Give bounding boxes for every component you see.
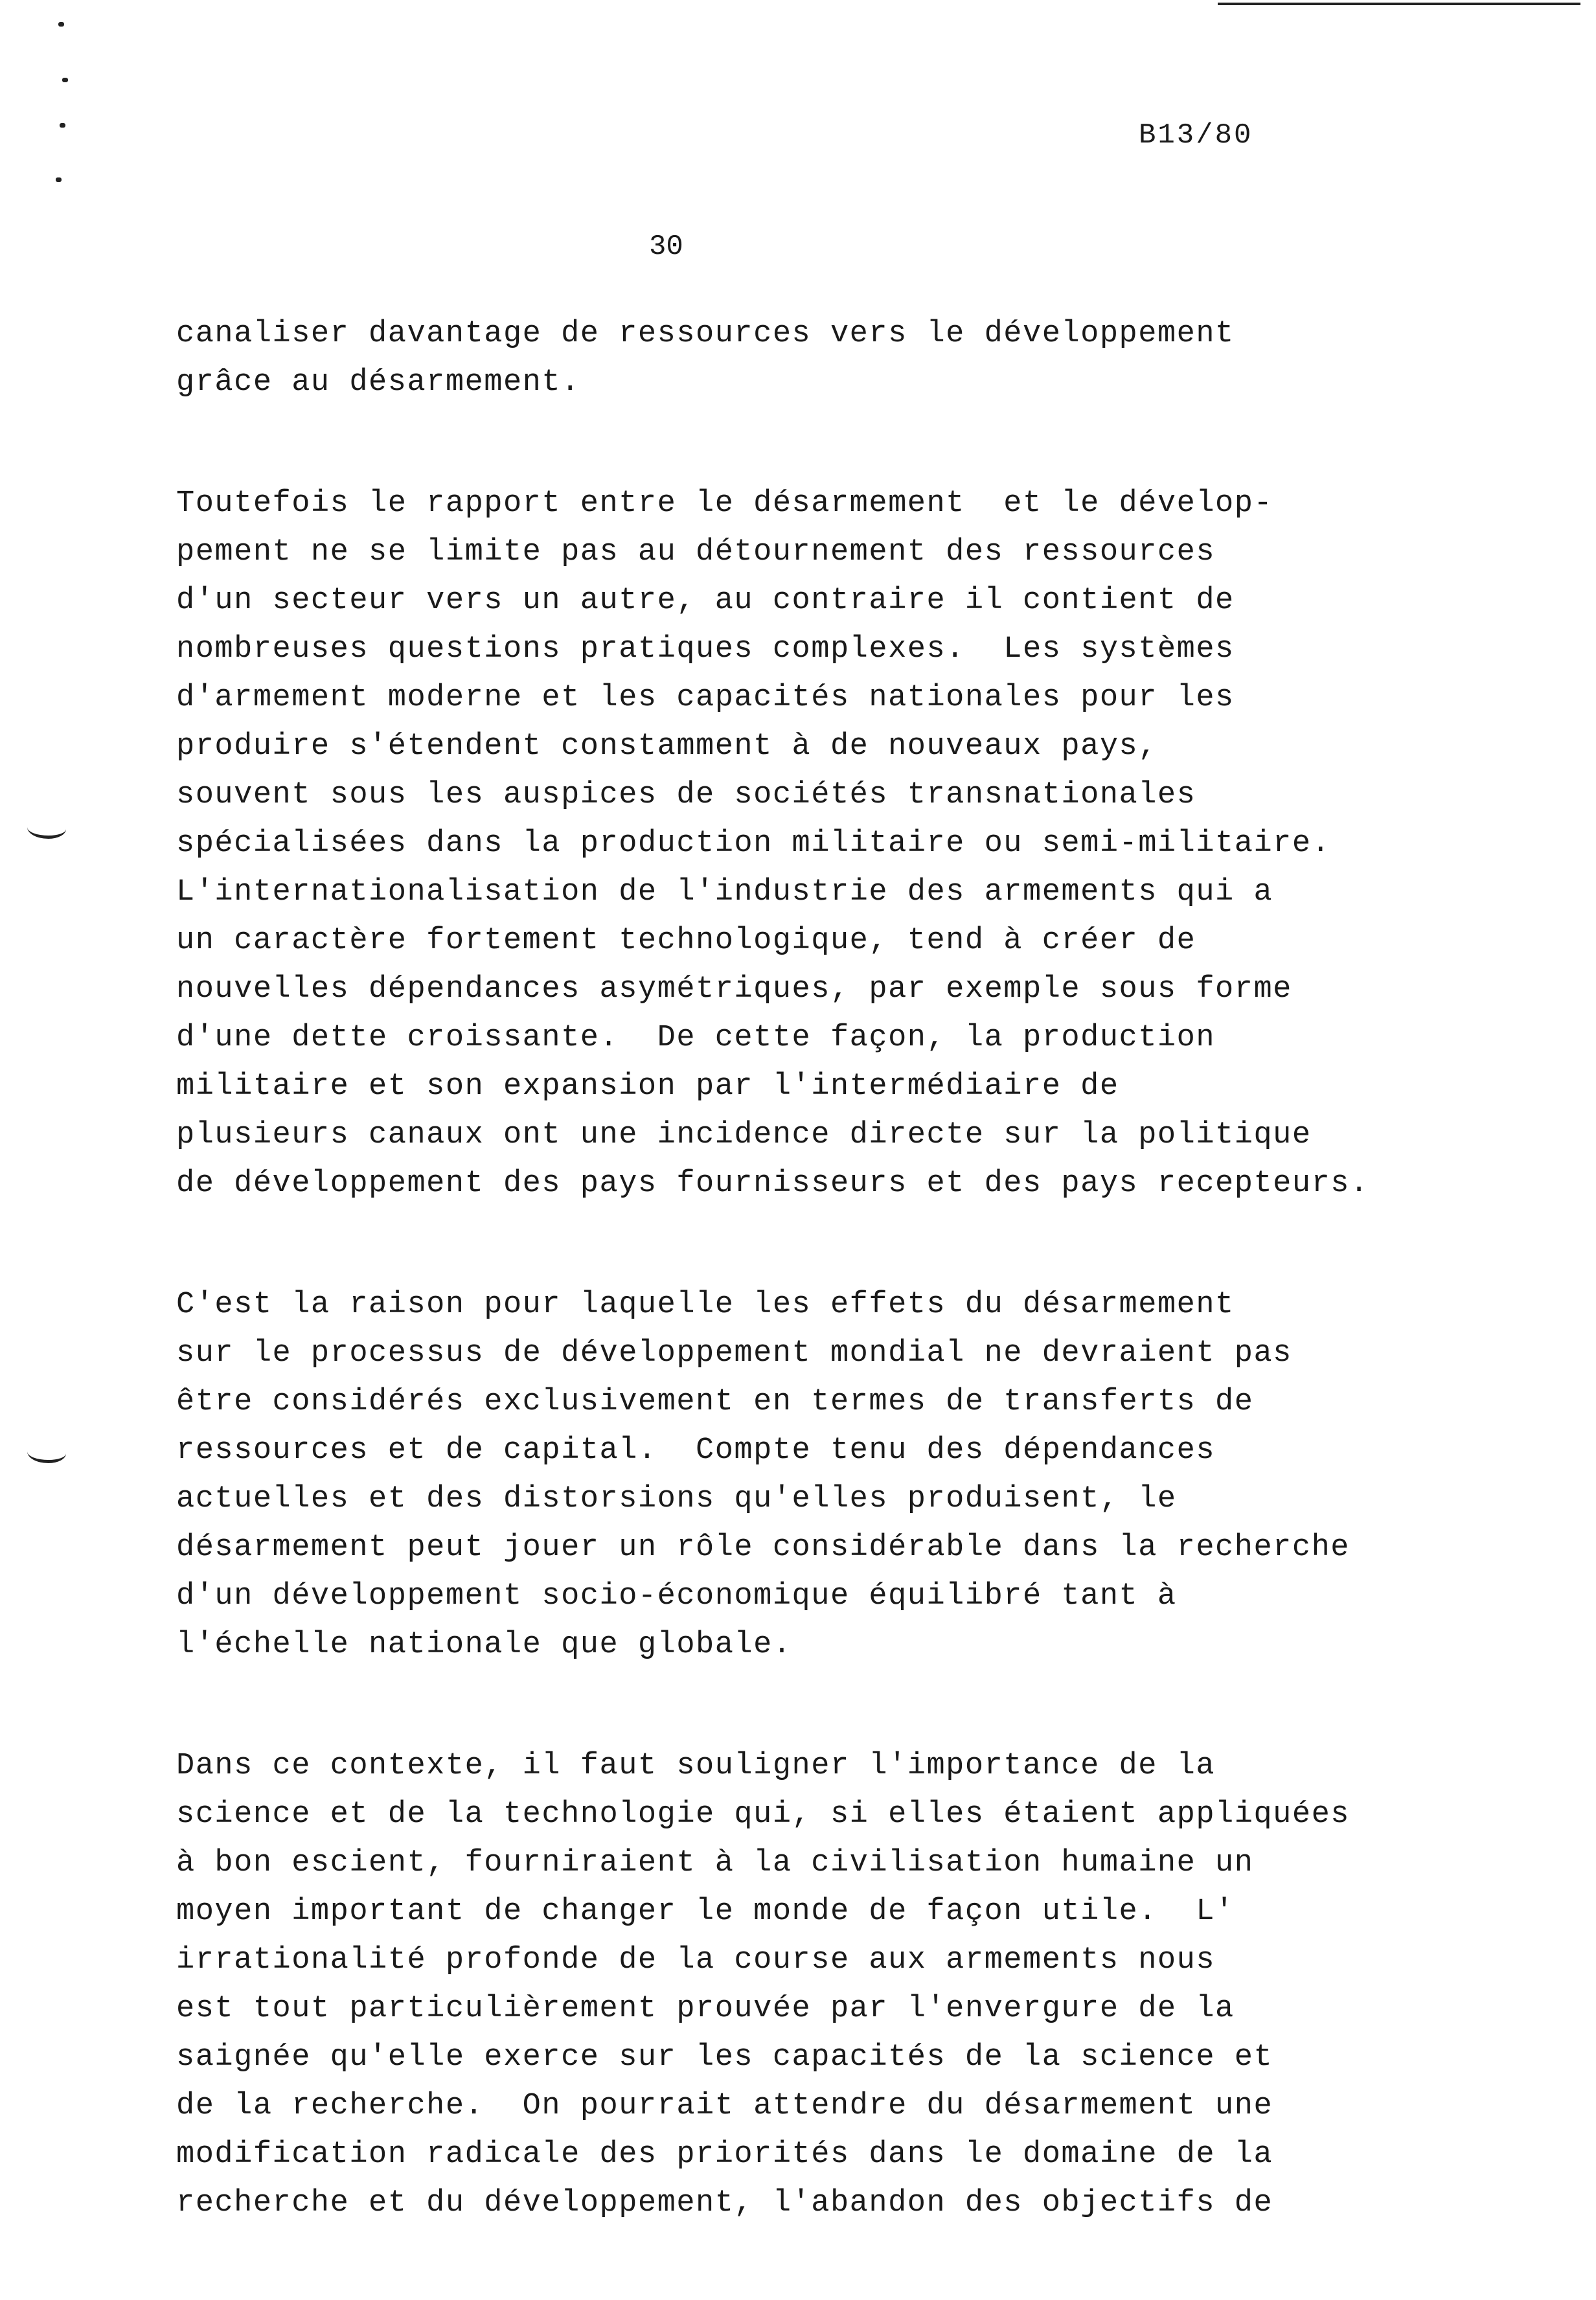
text-line: d'un secteur vers un autre, au contraire il contient de xyxy=(176,584,1235,618)
text-line: produire s'étendent constamment à de nouveaux pays, xyxy=(176,729,1157,764)
text-line: de la recherche. On pourrait attendre du désarmement une xyxy=(176,2089,1273,2123)
margin-tick-mark xyxy=(27,817,66,839)
text-line: pement ne se limite pas au détournement des ressources xyxy=(176,535,1216,569)
paragraph xyxy=(176,479,1472,1208)
paragraph xyxy=(176,1742,1472,2227)
margin-dot-mark xyxy=(58,22,64,27)
text-line: d'un développement socio-économique équilibré tant à xyxy=(176,1579,1177,1613)
text-line: plusieurs canaux ont une incidence directe sur la politique xyxy=(176,1118,1312,1152)
text-line: Toutefois le rapport entre le désarmement et le dévelop- xyxy=(176,486,1273,521)
text-line: être considérés exclusivement en termes de transferts de xyxy=(176,1385,1254,1419)
page-number: 30 xyxy=(649,231,683,263)
text-line: grâce au désarmement. xyxy=(176,365,580,400)
text-line: canaliser davantage de ressources vers le développement xyxy=(176,317,1235,351)
top-edge-rule xyxy=(1218,3,1580,5)
text-line: nouvelles dépendances asymétriques, par exemple sous forme xyxy=(176,972,1292,1007)
document-code: B13/80 xyxy=(1139,119,1253,152)
text-line: moyen important de changer le monde de façon utile. L' xyxy=(176,1895,1235,1929)
margin-dot-mark xyxy=(56,177,62,182)
text-line: ressources et de capital. Compte tenu des dépendances xyxy=(176,1433,1216,1468)
text-line: actuelles et des distorsions qu'elles produisent, le xyxy=(176,1482,1177,1516)
text-line: de développement des pays fournisseurs et des pays recepteurs. xyxy=(176,1167,1369,1201)
text-line: L'internationalisation de l'industrie des armements qui a xyxy=(176,875,1273,909)
text-line: science et de la technologie qui, si elles étaient appliquées xyxy=(176,1797,1350,1832)
text-line: souvent sous les auspices de sociétés transnationales xyxy=(176,778,1196,812)
text-line: militaire et son expansion par l'intermédiaire de xyxy=(176,1069,1119,1104)
paragraph xyxy=(176,1281,1472,1669)
text-line: l'échelle nationale que globale. xyxy=(176,1628,792,1662)
text-line: désarmement peut jouer un rôle considérable dans la recherche xyxy=(176,1531,1350,1565)
text-line: spécialisées dans la production militaire ou semi-militaire. xyxy=(176,826,1331,861)
margin-tick-mark xyxy=(27,1442,66,1463)
text-line: sur le processus de développement mondial ne devraient pas xyxy=(176,1336,1292,1371)
paragraph xyxy=(176,310,1472,407)
text-line: saignée qu'elle exerce sur les capacités de la science et xyxy=(176,2040,1273,2075)
body-text xyxy=(176,310,1472,2300)
text-line: C'est la raison pour laquelle les effets du désarmement xyxy=(176,1288,1235,1322)
margin-dot-mark xyxy=(62,78,68,82)
text-line: Dans ce contexte, il faut souligner l'importance de la xyxy=(176,1749,1216,1783)
text-line: d'armement moderne et les capacités nationales pour les xyxy=(176,681,1235,715)
text-line: recherche et du développement, l'abandon des objectifs de xyxy=(176,2186,1273,2220)
text-line: modification radicale des priorités dans le domaine de la xyxy=(176,2137,1273,2172)
text-line: un caractère fortement technologique, tend à créer de xyxy=(176,924,1196,958)
text-line: d'une dette croissante. De cette façon, la production xyxy=(176,1021,1216,1055)
text-line: est tout particulièrement prouvée par l'envergure de la xyxy=(176,1992,1235,2026)
text-line: à bon escient, fourniraient à la civilisation humaine un xyxy=(176,1846,1254,1880)
margin-dot-mark xyxy=(60,123,65,128)
text-line: nombreuses questions pratiques complexes. Les systèmes xyxy=(176,632,1235,666)
text-line: irrationalité profonde de la course aux armements nous xyxy=(176,1943,1216,1977)
